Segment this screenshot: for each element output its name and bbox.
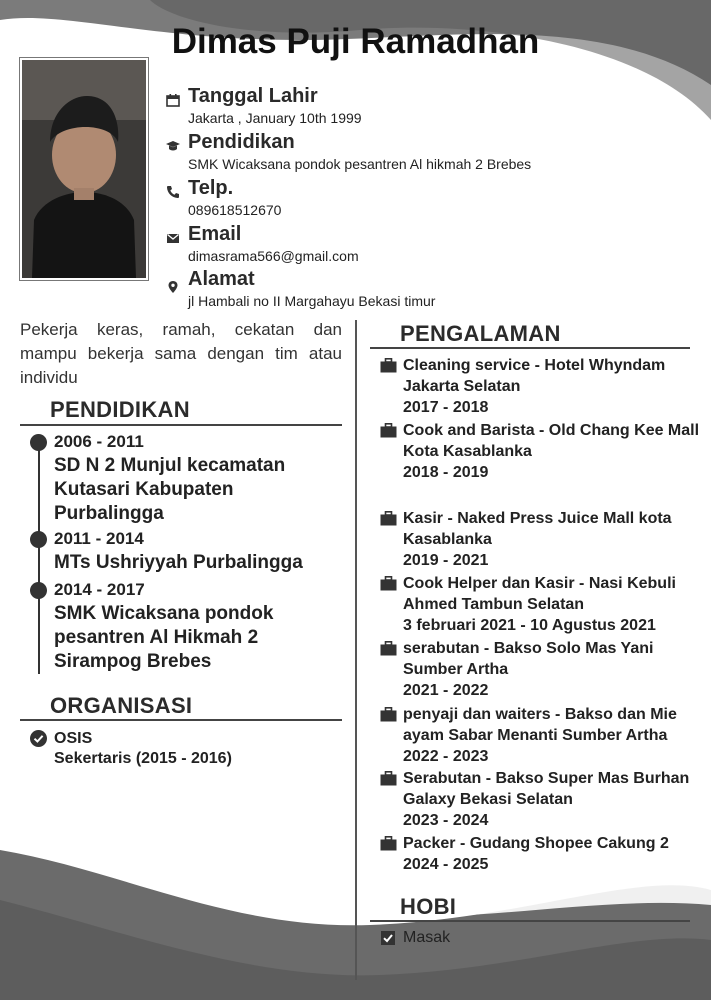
organization-heading: ORGANISASI: [50, 693, 193, 718]
info-phone-title: Telp.: [188, 177, 234, 199]
briefcase-icon: [380, 641, 397, 656]
briefcase-icon: [380, 707, 397, 722]
info-education-title: Pendidikan: [188, 131, 295, 153]
briefcase-icon: [380, 836, 397, 851]
info-address-title: Alamat: [188, 268, 255, 290]
check-circle-icon: [30, 730, 47, 747]
info-address-value: jl Hambali no II Margahayu Bekasi timur: [188, 293, 436, 309]
hobby-divider: [370, 920, 690, 922]
hobby-heading: HOBI: [400, 894, 457, 919]
briefcase-icon: [380, 358, 397, 373]
experience-role: [403, 833, 703, 875]
graduation-cap-icon: [166, 139, 180, 153]
experience-role-text: Cleaning service - Hotel Whyndam Jakarta Selatan: [403, 357, 666, 395]
experience-role: [403, 638, 703, 701]
email-icon: [166, 231, 180, 245]
checkbox-checked-icon: [380, 930, 396, 946]
column-divider: [355, 320, 357, 980]
experience-role-text: Packer - Gudang Shopee Cakung 2: [403, 835, 669, 852]
info-birth-value: Jakarta , January 10th 1999: [188, 110, 362, 126]
info-email-value: dimasrama566@gmail.com: [188, 248, 359, 264]
experience-period: 3 februari 2021 - 10 Agustus 2021: [403, 617, 656, 634]
experience-role-text: Cook Helper dan Kasir - Nasi Kebuli Ahmed Tambun Selatan: [403, 575, 676, 613]
experience-role: [403, 420, 703, 483]
education-school: MTs Ushriyyah Purbalingga: [54, 552, 303, 573]
info-birth-title: Tanggal Lahir: [188, 85, 318, 107]
briefcase-icon: [380, 423, 397, 438]
experience-role-text: penyaji dan waiters - Bakso dan Mie ayam Sabar Menanti Sumber Artha: [403, 706, 677, 744]
organization-name: OSIS: [54, 730, 93, 747]
experience-period: 2017 - 2018: [403, 399, 489, 416]
experience-period: 2018 - 2019: [403, 464, 489, 481]
info-phone-value: 089618512670: [188, 202, 282, 218]
experience-period: 2023 - 2024: [403, 812, 489, 829]
profile-summary: Pekerja keras, ramah, cekatan dan mampu bekerja sama dengan tim atau individu: [20, 320, 342, 387]
experience-role: [403, 355, 703, 418]
experience-role: [403, 573, 703, 636]
phone-icon: [166, 185, 180, 199]
organization-role: Sekertaris (2015 - 2016): [54, 750, 232, 767]
briefcase-icon: [380, 511, 397, 526]
profile-photo: [20, 58, 148, 280]
experience-role: [403, 508, 703, 571]
timeline-dot: [30, 582, 47, 599]
experience-divider: [370, 347, 690, 349]
hobby-item: Masak: [403, 929, 451, 946]
education-divider: [20, 424, 342, 426]
full-name: Dimas Puji Ramadhan: [171, 22, 540, 61]
education-heading: PENDIDIKAN: [50, 397, 190, 422]
info-education-value: SMK Wicaksana pondok pesantren Al hikmah 2 Brebes: [188, 156, 532, 172]
experience-period: 2021 - 2022: [403, 682, 489, 699]
calendar-icon: [166, 93, 180, 107]
briefcase-icon: [380, 576, 397, 591]
timeline-dot: [30, 434, 47, 451]
experience-role-text: Kasir - Naked Press Juice Mall kota Kasablanka: [403, 510, 672, 548]
experience-role-text: serabutan - Bakso Solo Mas Yani Sumber Artha: [403, 640, 654, 678]
briefcase-icon: [380, 771, 397, 786]
education-years: 2011 - 2014: [54, 529, 144, 548]
education-school: SMK Wicaksana pondok pesantren Al Hikmah 2 Sirampog Brebes: [54, 603, 274, 672]
info-email-title: Email: [188, 223, 242, 245]
experience-role: [403, 768, 703, 831]
experience-role-text: Serabutan - Bakso Super Mas Burhan Galaxy Bekasi Selatan: [403, 770, 690, 808]
organization-divider: [20, 719, 342, 721]
location-pin-icon: [166, 280, 180, 294]
experience-role: [403, 704, 703, 767]
experience-period: 2019 - 2021: [403, 552, 489, 569]
education-years: 2014 - 2017: [54, 580, 145, 599]
education-school: SD N 2 Munjul kecamatan Kutasari Kabupaten Purbalingga: [54, 455, 286, 524]
education-timeline-line: [38, 438, 40, 674]
experience-period: 2024 - 2025: [403, 856, 489, 873]
experience-heading: PENGALAMAN: [400, 321, 561, 346]
experience-role-text: Cook and Barista - Old Chang Kee Mall Kota Kasablanka: [403, 422, 700, 460]
experience-period: 2022 - 2023: [403, 748, 489, 765]
timeline-dot: [30, 531, 47, 548]
education-years: 2006 - 2011: [54, 432, 144, 451]
